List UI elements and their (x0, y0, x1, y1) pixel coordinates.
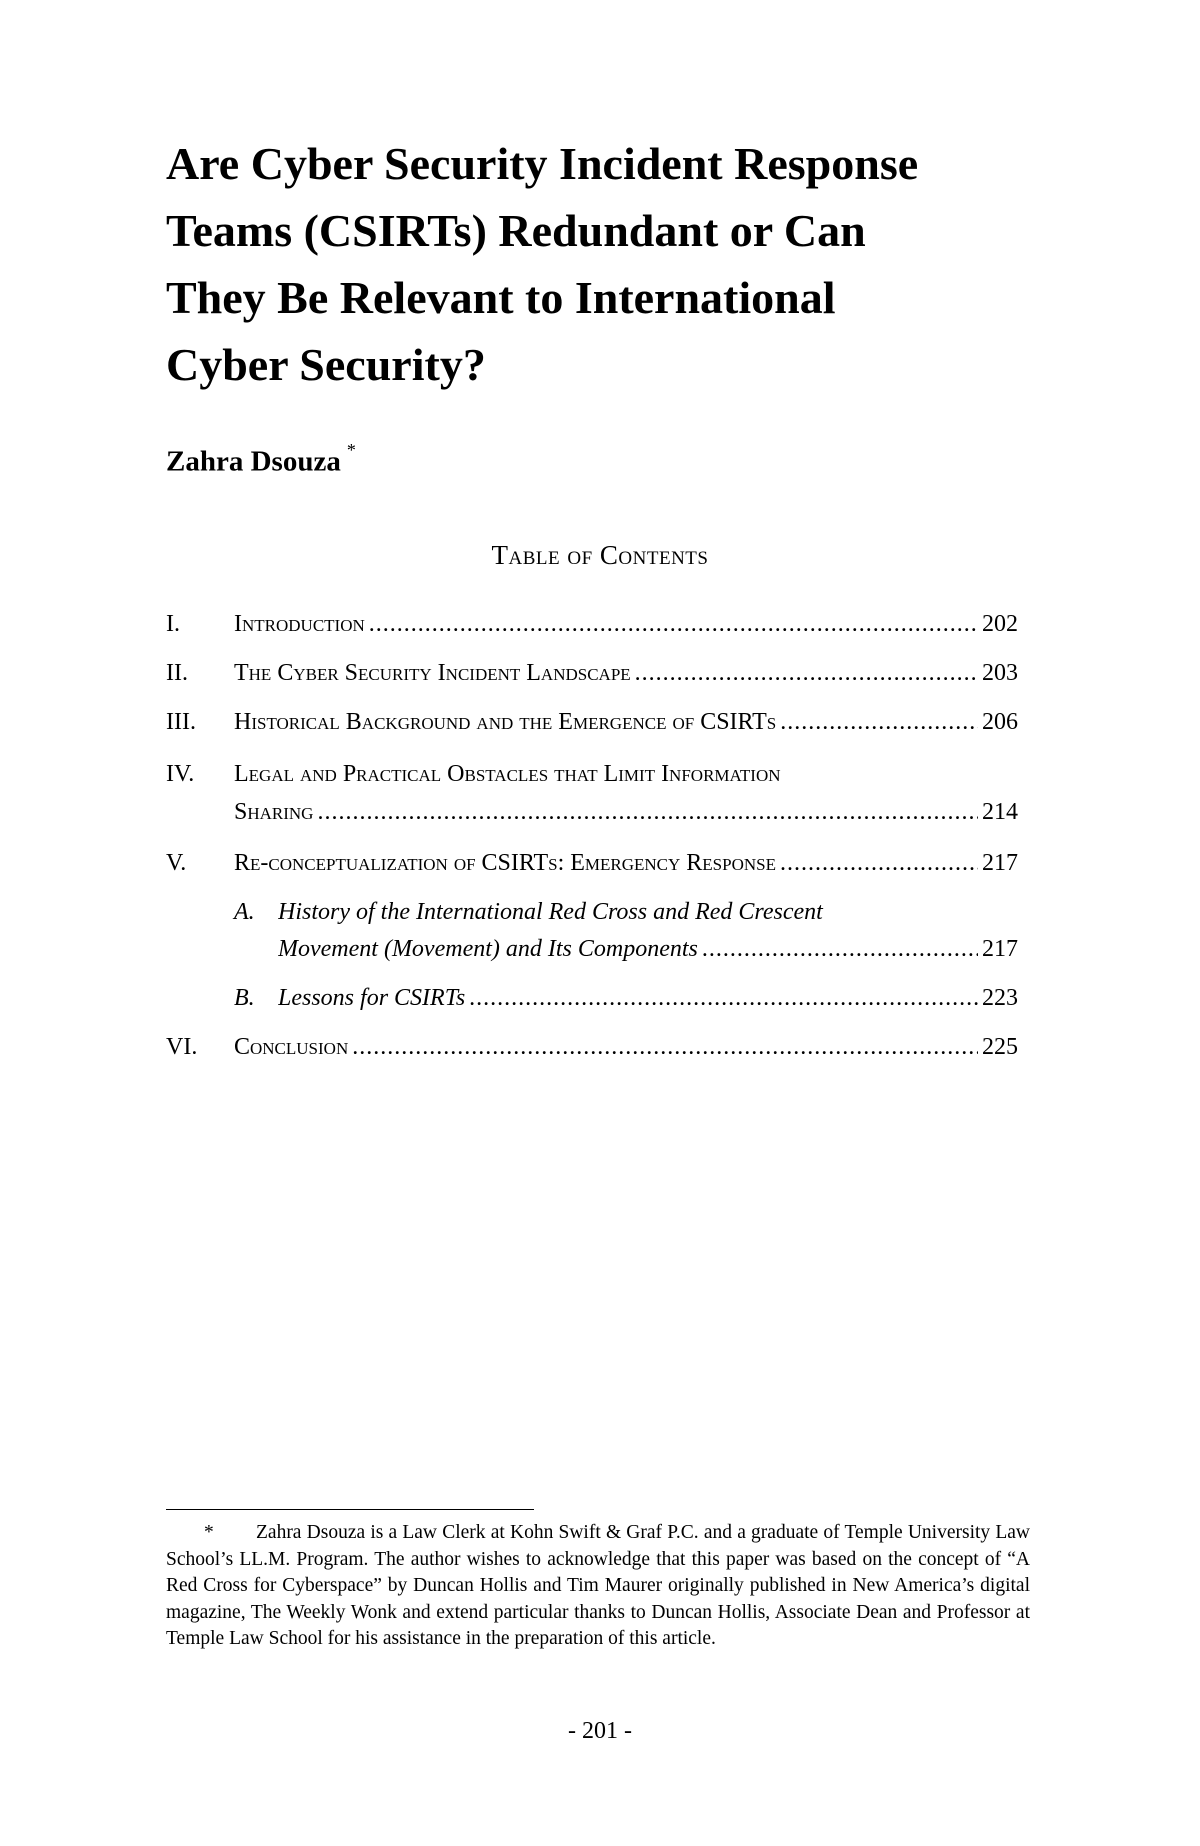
toc-entry-page: 217 (982, 850, 1018, 876)
toc-subentry-letter: A. (234, 899, 255, 925)
toc-entry-label: Conclusion (234, 1034, 349, 1060)
title-line: Cyber Security? (166, 339, 486, 390)
toc-subentry-red-cross-history[interactable] (166, 894, 1018, 930)
toc-entry-label: Re-conceptualization of CSIRTs: Emergency Response (234, 850, 776, 876)
author-name: Zahra Dsouza (166, 445, 341, 478)
toc-entry-number: III. (166, 709, 196, 735)
toc-entry-number: I. (166, 611, 180, 637)
toc-entry-page: 217 (982, 936, 1018, 962)
toc-entry-legal-obstacles-cont[interactable] (166, 794, 1018, 830)
footnote-text: Zahra Dsouza is a Law Clerk at Kohn Swift & Graf P.C. and a graduate of Temple University Law School’s LL.M. Program. The author wishes to acknowledge that this paper was based on the concept of “A Red Cross for Cyberspace” by Duncan Hollis and Tim Maurer originally published in New America’s digital magazine, The Weekly Wonk and extend particular thanks to Duncan Hollis, Associate Dean and Professor at Temple Law School for his assistance in the preparation of this article. (166, 1522, 1030, 1649)
toc-entry-number: V. (166, 850, 187, 876)
title-line: They Be Relevant to International (166, 272, 836, 323)
toc-entry-page: 203 (982, 660, 1018, 686)
toc-subentry-letter: B. (234, 985, 255, 1011)
toc-entry-page: 225 (982, 1034, 1018, 1060)
toc-entry-page: 206 (982, 709, 1018, 735)
toc-entry-number: IV. (166, 761, 195, 787)
toc-entry-label: The Cyber Security Incident Landscape (234, 660, 631, 686)
toc-entry-label: Lessons for CSIRTs (278, 985, 466, 1011)
toc-leader-dots (369, 606, 978, 642)
toc-entry-page: 223 (982, 985, 1018, 1011)
toc-entry-label: Historical Background and the Emergence of CSIRTs (234, 709, 777, 735)
toc-entry-conclusion[interactable] (166, 1029, 1018, 1065)
footnote-divider (166, 1509, 534, 1510)
toc-leader-dots (780, 845, 978, 881)
toc-leader-dots (352, 1029, 978, 1065)
toc-entry-number: II. (166, 660, 188, 686)
page-number: - 201 - (568, 1718, 632, 1744)
toc-heading: Table of Contents (491, 540, 709, 570)
toc-leader-dots (317, 794, 978, 830)
toc-entry-label-line1: History of the International Red Cross and Red Crescent (278, 899, 823, 925)
toc-leader-dots (635, 655, 978, 691)
title-line: Teams (CSIRTs) Redundant or Can (166, 205, 866, 256)
toc-leader-dots (469, 980, 978, 1016)
toc-entry-reconceptualization[interactable] (166, 845, 1018, 881)
toc-entry-label: Movement (Movement) and Its Components (278, 936, 698, 962)
title-line: Are Cyber Security Incident Response (166, 138, 919, 189)
toc-leader-dots (702, 931, 978, 967)
toc-entry-legal-obstacles[interactable] (166, 756, 1018, 792)
article-title (166, 130, 1066, 398)
toc-entry-label: Sharing (234, 799, 314, 825)
toc-entry-historical-background[interactable] (166, 704, 1018, 740)
footnote-marker: * (204, 1522, 214, 1543)
footnote (166, 1520, 1030, 1653)
toc-subentry-lessons[interactable] (166, 980, 1018, 1016)
toc-subentry-red-cross-history-cont[interactable] (166, 931, 1018, 967)
toc-entry-introduction[interactable] (166, 606, 1018, 642)
toc-entry-label-line1: Legal and Practical Obstacles that Limit Information (234, 761, 781, 787)
author-byline (166, 440, 356, 479)
toc-entry-number: VI. (166, 1034, 198, 1060)
author-footnote-marker[interactable]: * (346, 440, 356, 460)
toc-entry-landscape[interactable] (166, 655, 1018, 691)
toc-entry-label: Introduction (234, 611, 365, 637)
toc-entry-page: 214 (982, 799, 1018, 825)
toc-entry-page: 202 (982, 611, 1018, 637)
toc-leader-dots (780, 704, 978, 740)
